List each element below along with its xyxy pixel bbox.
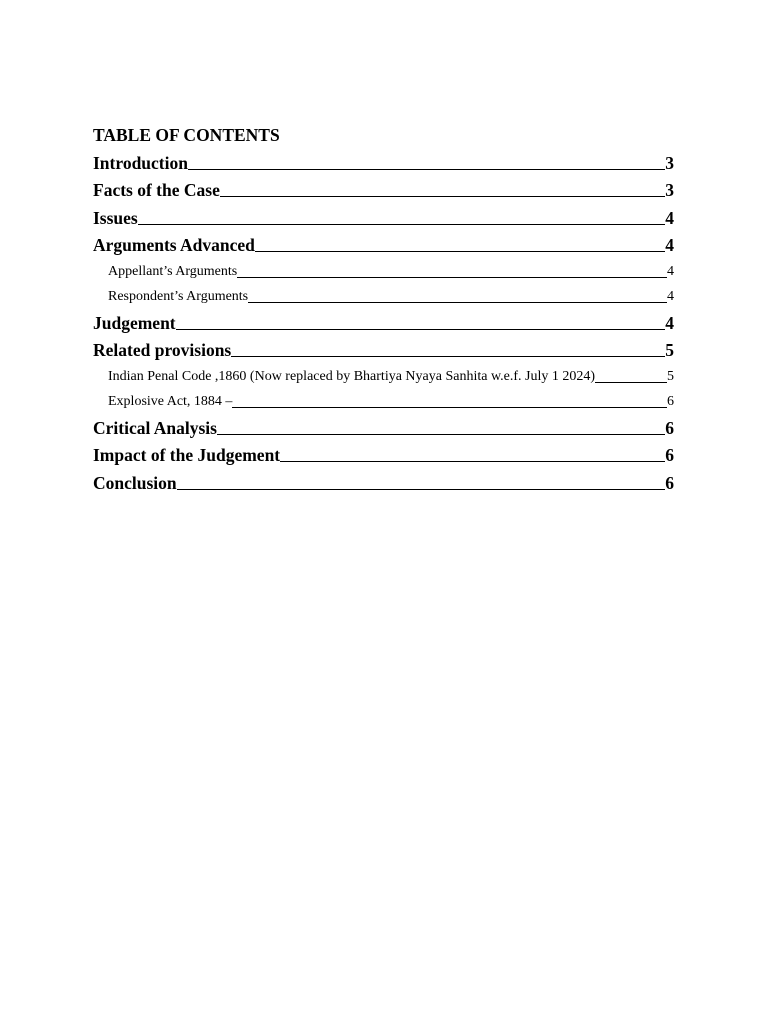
toc-leader-line <box>280 461 665 462</box>
toc-page-number: 6 <box>665 472 674 493</box>
toc-entry-judgement[interactable] <box>93 306 674 334</box>
toc-page-number: 4 <box>667 289 674 304</box>
toc-leader-line <box>177 489 666 490</box>
toc-entry-respondents-arguments[interactable] <box>93 281 674 306</box>
toc-leader-line <box>220 196 665 197</box>
toc-page-number: 4 <box>667 264 674 279</box>
toc-leader-line <box>231 356 665 357</box>
toc-leader-line <box>176 329 666 330</box>
toc-page-number: 3 <box>665 152 674 173</box>
toc-entry-label: Respondent’s Arguments <box>108 289 249 304</box>
toc-entry-label: Judgement <box>93 312 176 333</box>
toc-entry-label: Introduction <box>93 152 188 173</box>
toc-page-number: 6 <box>667 394 674 409</box>
toc-page-number: 4 <box>665 207 674 228</box>
toc-page-number: 5 <box>667 369 674 384</box>
toc-page-number: 4 <box>665 312 674 333</box>
toc-leader-line <box>255 251 665 252</box>
toc-entry-label: Indian Penal Code ,1860 (Now replaced by Bhartiya Nyaya Sanhita w.e.f. July 1 2024) <box>108 369 596 384</box>
toc-leader-line <box>188 169 665 170</box>
toc-leader-line <box>237 277 667 278</box>
toc-entry-impact-of-the-judgement[interactable] <box>93 439 674 467</box>
toc-entry-label: Facts of the Case <box>93 180 220 200</box>
toc-page-number: 6 <box>665 417 674 438</box>
toc-entry-facts-of-the-case[interactable] <box>93 174 674 202</box>
toc-entry-label: Issues <box>93 207 138 228</box>
toc-page-number: 5 <box>665 340 674 360</box>
toc-leader-line <box>217 434 665 435</box>
table-of-contents <box>93 124 674 494</box>
toc-entry-label: Critical Analysis <box>93 417 217 438</box>
toc-page-number: 6 <box>665 445 674 465</box>
toc-leader-line <box>248 302 667 303</box>
toc-leader-line <box>138 224 666 225</box>
toc-entry-indian-penal-code[interactable] <box>93 361 674 386</box>
toc-entry-introduction[interactable] <box>93 146 674 174</box>
toc-entry-label: Related provisions <box>93 340 232 360</box>
toc-entry-label: Appellant’s Arguments <box>108 264 238 279</box>
toc-entry-label: Arguments Advanced <box>93 235 255 255</box>
toc-title: TABLE OF CONTENTS <box>93 125 280 145</box>
toc-entry-explosive-act[interactable] <box>93 386 674 411</box>
toc-leader-line <box>595 382 667 383</box>
toc-entry-appellants-arguments[interactable] <box>93 256 674 281</box>
toc-leader-line <box>232 407 667 408</box>
toc-entry-critical-analysis[interactable] <box>93 411 674 439</box>
toc-entry-label: Impact of the Judgement <box>93 445 281 465</box>
toc-entry-label: Conclusion <box>93 472 177 493</box>
toc-entry-issues[interactable] <box>93 201 674 229</box>
toc-list <box>93 146 674 494</box>
toc-entry-related-provisions[interactable] <box>93 334 674 362</box>
toc-page-number: 4 <box>665 235 674 255</box>
toc-entry-arguments-advanced[interactable] <box>93 229 674 257</box>
toc-page-number: 3 <box>665 180 674 200</box>
toc-entry-label: Explosive Act, 1884 – <box>108 394 233 409</box>
toc-entry-conclusion[interactable] <box>93 466 674 494</box>
